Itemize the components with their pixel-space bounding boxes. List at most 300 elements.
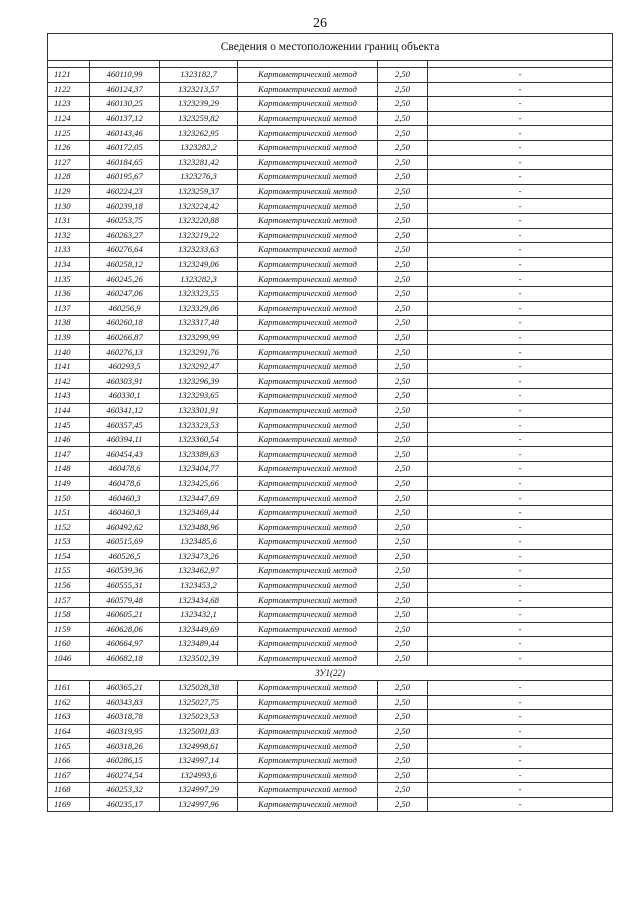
method: Картометрический метод [238, 243, 378, 258]
coord-x: 460526,5 [90, 549, 160, 564]
description: - [428, 768, 613, 783]
accuracy: 2,50 [378, 257, 428, 272]
coord-y: 1323502,39 [160, 651, 238, 666]
accuracy: 2,50 [378, 389, 428, 404]
coord-y: 1323432,1 [160, 607, 238, 622]
accuracy: 2,50 [378, 170, 428, 185]
description: - [428, 432, 613, 447]
description: - [428, 695, 613, 710]
description: - [428, 753, 613, 768]
table-row [48, 578, 613, 593]
table-row [48, 389, 613, 404]
coord-x: 460318,78 [90, 710, 160, 725]
table-row [48, 374, 613, 389]
table-row [48, 403, 613, 418]
point-id: 1164 [48, 724, 90, 739]
point-id: 1169 [48, 797, 90, 812]
description: - [428, 345, 613, 360]
method: Картометрический метод [238, 505, 378, 520]
description: - [428, 710, 613, 725]
accuracy: 2,50 [378, 753, 428, 768]
method: Картометрический метод [238, 695, 378, 710]
method: Картометрический метод [238, 753, 378, 768]
accuracy: 2,50 [378, 403, 428, 418]
coord-y: 1323447,69 [160, 491, 238, 506]
coord-y: 1324993,6 [160, 768, 238, 783]
accuracy: 2,50 [378, 637, 428, 652]
point-id: 1167 [48, 768, 90, 783]
coord-x: 460256,9 [90, 301, 160, 316]
coord-x: 460260,18 [90, 316, 160, 331]
description: - [428, 797, 613, 812]
coord-x: 460341,12 [90, 403, 160, 418]
description: - [428, 111, 613, 126]
table-row [48, 330, 613, 345]
accuracy: 2,50 [378, 505, 428, 520]
coord-x: 460605,21 [90, 607, 160, 622]
method: Картометрический метод [238, 578, 378, 593]
point-id: 1130 [48, 199, 90, 214]
coord-y: 1323462,97 [160, 564, 238, 579]
point-id: 1153 [48, 535, 90, 550]
description: - [428, 330, 613, 345]
coord-y: 1323276,3 [160, 170, 238, 185]
table-row [48, 564, 613, 579]
coord-x: 460460,3 [90, 505, 160, 520]
coord-y: 1324997,14 [160, 753, 238, 768]
accuracy: 2,50 [378, 710, 428, 725]
accuracy: 2,50 [378, 432, 428, 447]
coord-x: 460239,18 [90, 199, 160, 214]
coord-y: 1323453,2 [160, 578, 238, 593]
point-id: 1134 [48, 257, 90, 272]
coord-y: 1323259,37 [160, 184, 238, 199]
table-row [48, 607, 613, 622]
description: - [428, 783, 613, 798]
method: Картометрический метод [238, 622, 378, 637]
point-id: 1168 [48, 783, 90, 798]
accuracy: 2,50 [378, 199, 428, 214]
coord-y: 1323292,47 [160, 359, 238, 374]
boundary-table [47, 33, 613, 812]
coord-x: 460515,69 [90, 535, 160, 550]
table-row [48, 418, 613, 433]
coord-x: 460172,05 [90, 140, 160, 155]
accuracy: 2,50 [378, 140, 428, 155]
table-row [48, 316, 613, 331]
coord-x: 460110,99 [90, 68, 160, 83]
accuracy: 2,50 [378, 286, 428, 301]
coord-y: 1323296,39 [160, 374, 238, 389]
coord-x: 460143,46 [90, 126, 160, 141]
table-row [48, 257, 613, 272]
table-row [48, 724, 613, 739]
method: Картометрический метод [238, 797, 378, 812]
coord-y: 1325028,38 [160, 680, 238, 695]
method: Картометрический метод [238, 637, 378, 652]
accuracy: 2,50 [378, 622, 428, 637]
table-row [48, 170, 613, 185]
coord-y: 1323389,63 [160, 447, 238, 462]
table-row [48, 593, 613, 608]
point-id: 1154 [48, 549, 90, 564]
table-row [48, 286, 613, 301]
description: - [428, 593, 613, 608]
accuracy: 2,50 [378, 184, 428, 199]
coord-y: 1324997,96 [160, 797, 238, 812]
point-id: 1163 [48, 710, 90, 725]
coord-y: 1323489,44 [160, 637, 238, 652]
table-row [48, 68, 613, 83]
description: - [428, 243, 613, 258]
header-spacer-row [48, 61, 613, 68]
table-row [48, 462, 613, 477]
accuracy: 2,50 [378, 272, 428, 287]
table-row [48, 710, 613, 725]
coord-y: 1323317,48 [160, 316, 238, 331]
coord-x: 460628,06 [90, 622, 160, 637]
description: - [428, 82, 613, 97]
point-id: 1158 [48, 607, 90, 622]
method: Картометрический метод [238, 476, 378, 491]
method: Картометрический метод [238, 316, 378, 331]
point-id: 1151 [48, 505, 90, 520]
accuracy: 2,50 [378, 680, 428, 695]
coord-y: 1323259,82 [160, 111, 238, 126]
method: Картометрический метод [238, 345, 378, 360]
coord-x: 460478,6 [90, 476, 160, 491]
table-row [48, 301, 613, 316]
description: - [428, 301, 613, 316]
accuracy: 2,50 [378, 316, 428, 331]
point-id: 1146 [48, 432, 90, 447]
table-row [48, 651, 613, 666]
coord-x: 460224,23 [90, 184, 160, 199]
method: Картометрический метод [238, 126, 378, 141]
method: Картометрический метод [238, 462, 378, 477]
method: Картометрический метод [238, 783, 378, 798]
description: - [428, 651, 613, 666]
coord-x: 460195,67 [90, 170, 160, 185]
coord-y: 1323262,95 [160, 126, 238, 141]
section-row [48, 666, 613, 681]
coord-y: 1323485,6 [160, 535, 238, 550]
method: Картометрический метод [238, 359, 378, 374]
description: - [428, 578, 613, 593]
accuracy: 2,50 [378, 126, 428, 141]
description: - [428, 607, 613, 622]
description: - [428, 97, 613, 112]
coord-x: 460478,6 [90, 462, 160, 477]
accuracy: 2,50 [378, 97, 428, 112]
accuracy: 2,50 [378, 607, 428, 622]
table-row [48, 111, 613, 126]
accuracy: 2,50 [378, 768, 428, 783]
point-id: 1159 [48, 622, 90, 637]
table-row [48, 680, 613, 695]
method: Картометрический метод [238, 68, 378, 83]
point-id: 1157 [48, 593, 90, 608]
method: Картометрический метод [238, 213, 378, 228]
table-row [48, 447, 613, 462]
table-row [48, 155, 613, 170]
coord-x: 460343,83 [90, 695, 160, 710]
point-id: 1140 [48, 345, 90, 360]
method: Картометрический метод [238, 228, 378, 243]
method: Картометрический метод [238, 680, 378, 695]
coord-x: 460266,87 [90, 330, 160, 345]
method: Картометрический метод [238, 520, 378, 535]
description: - [428, 739, 613, 754]
point-id: 1129 [48, 184, 90, 199]
description: - [428, 462, 613, 477]
coord-y: 1323449,69 [160, 622, 238, 637]
table-title-row [48, 34, 613, 61]
point-id: 1132 [48, 228, 90, 243]
coord-x: 460492,62 [90, 520, 160, 535]
method: Картометрический метод [238, 447, 378, 462]
table-row [48, 126, 613, 141]
table-title: Сведения о местоположении границ объекта [48, 34, 613, 61]
coord-y: 1323220,88 [160, 213, 238, 228]
point-id: 1166 [48, 753, 90, 768]
coord-y: 1323249,06 [160, 257, 238, 272]
table-row [48, 535, 613, 550]
description: - [428, 418, 613, 433]
point-id: 1139 [48, 330, 90, 345]
accuracy: 2,50 [378, 301, 428, 316]
description: - [428, 520, 613, 535]
accuracy: 2,50 [378, 491, 428, 506]
point-id: 1121 [48, 68, 90, 83]
coord-x: 460293,5 [90, 359, 160, 374]
table-row [48, 272, 613, 287]
coord-x: 460276,64 [90, 243, 160, 258]
method: Картометрический метод [238, 593, 378, 608]
coord-x: 460319,95 [90, 724, 160, 739]
description: - [428, 403, 613, 418]
coord-y: 1323213,57 [160, 82, 238, 97]
description: - [428, 637, 613, 652]
section-label: ЗУ1(22) [48, 666, 613, 681]
point-id: 1147 [48, 447, 90, 462]
point-id: 1141 [48, 359, 90, 374]
table-row [48, 520, 613, 535]
coord-y: 1323404,77 [160, 462, 238, 477]
point-id: 1135 [48, 272, 90, 287]
point-id: 1122 [48, 82, 90, 97]
point-id: 1125 [48, 126, 90, 141]
method: Картометрический метод [238, 97, 378, 112]
coord-y: 1323224,42 [160, 199, 238, 214]
coord-x: 460245,26 [90, 272, 160, 287]
accuracy: 2,50 [378, 82, 428, 97]
table-row [48, 549, 613, 564]
accuracy: 2,50 [378, 739, 428, 754]
table-row [48, 243, 613, 258]
description: - [428, 140, 613, 155]
accuracy: 2,50 [378, 462, 428, 477]
coord-y: 1323323,55 [160, 286, 238, 301]
method: Картометрический метод [238, 724, 378, 739]
accuracy: 2,50 [378, 724, 428, 739]
accuracy: 2,50 [378, 243, 428, 258]
coord-x: 460357,45 [90, 418, 160, 433]
point-id: 1046 [48, 651, 90, 666]
coord-y: 1323425,66 [160, 476, 238, 491]
coord-x: 460130,25 [90, 97, 160, 112]
method: Картометрический метод [238, 739, 378, 754]
description: - [428, 155, 613, 170]
coord-x: 460303,91 [90, 374, 160, 389]
coord-y: 1323282,2 [160, 140, 238, 155]
point-id: 1155 [48, 564, 90, 579]
coord-x: 460579,48 [90, 593, 160, 608]
method: Картометрический метод [238, 768, 378, 783]
description: - [428, 622, 613, 637]
table-row [48, 637, 613, 652]
point-id: 1136 [48, 286, 90, 301]
coord-y: 1325001,83 [160, 724, 238, 739]
accuracy: 2,50 [378, 68, 428, 83]
point-id: 1165 [48, 739, 90, 754]
accuracy: 2,50 [378, 155, 428, 170]
page-number: 26 [313, 16, 327, 31]
coord-x: 460286,15 [90, 753, 160, 768]
table-row [48, 476, 613, 491]
method: Картометрический метод [238, 199, 378, 214]
method: Картометрический метод [238, 330, 378, 345]
coord-y: 1323360,54 [160, 432, 238, 447]
description: - [428, 286, 613, 301]
coord-y: 1324998,61 [160, 739, 238, 754]
coord-y: 1323299,99 [160, 330, 238, 345]
accuracy: 2,50 [378, 359, 428, 374]
point-id: 1156 [48, 578, 90, 593]
coord-x: 460137,12 [90, 111, 160, 126]
accuracy: 2,50 [378, 520, 428, 535]
description: - [428, 491, 613, 506]
accuracy: 2,50 [378, 213, 428, 228]
point-id: 1138 [48, 316, 90, 331]
coord-y: 1323469,44 [160, 505, 238, 520]
accuracy: 2,50 [378, 111, 428, 126]
point-id: 1137 [48, 301, 90, 316]
coord-x: 460274,54 [90, 768, 160, 783]
method: Картометрический метод [238, 418, 378, 433]
point-id: 1131 [48, 213, 90, 228]
point-id: 1148 [48, 462, 90, 477]
table-row [48, 359, 613, 374]
coord-y: 1323233,63 [160, 243, 238, 258]
method: Картометрический метод [238, 272, 378, 287]
coord-y: 1325027,75 [160, 695, 238, 710]
coord-x: 460253,75 [90, 213, 160, 228]
table-row [48, 82, 613, 97]
coord-y: 1323323,53 [160, 418, 238, 433]
method: Картометрический метод [238, 374, 378, 389]
table-row [48, 345, 613, 360]
description: - [428, 68, 613, 83]
method: Картометрический метод [238, 82, 378, 97]
coord-x: 460263,27 [90, 228, 160, 243]
point-id: 1160 [48, 637, 90, 652]
table-row [48, 783, 613, 798]
table-row [48, 140, 613, 155]
coord-y: 1323301,91 [160, 403, 238, 418]
coord-x: 460276,13 [90, 345, 160, 360]
method: Картометрический метод [238, 111, 378, 126]
point-id: 1149 [48, 476, 90, 491]
table-row [48, 753, 613, 768]
coord-y: 1323291,76 [160, 345, 238, 360]
description: - [428, 316, 613, 331]
coord-y: 1323434,68 [160, 593, 238, 608]
point-id: 1127 [48, 155, 90, 170]
accuracy: 2,50 [378, 651, 428, 666]
coord-x: 460318,26 [90, 739, 160, 754]
description: - [428, 272, 613, 287]
method: Картометрический метод [238, 184, 378, 199]
coord-x: 460539,36 [90, 564, 160, 579]
coord-x: 460682,18 [90, 651, 160, 666]
method: Картометрический метод [238, 170, 378, 185]
method: Картометрический метод [238, 549, 378, 564]
coord-y: 1324997,29 [160, 783, 238, 798]
description: - [428, 126, 613, 141]
coord-x: 460184,65 [90, 155, 160, 170]
coord-x: 460365,21 [90, 680, 160, 695]
point-id: 1144 [48, 403, 90, 418]
coord-x: 460664,97 [90, 637, 160, 652]
coord-x: 460555,31 [90, 578, 160, 593]
point-id: 1124 [48, 111, 90, 126]
point-id: 1142 [48, 374, 90, 389]
method: Картометрический метод [238, 155, 378, 170]
description: - [428, 359, 613, 374]
accuracy: 2,50 [378, 783, 428, 798]
coord-x: 460247,06 [90, 286, 160, 301]
coord-x: 460235,17 [90, 797, 160, 812]
coord-x: 460454,43 [90, 447, 160, 462]
description: - [428, 447, 613, 462]
method: Картометрический метод [238, 389, 378, 404]
table-row [48, 432, 613, 447]
description: - [428, 564, 613, 579]
point-id: 1152 [48, 520, 90, 535]
method: Картометрический метод [238, 651, 378, 666]
method: Картометрический метод [238, 432, 378, 447]
description: - [428, 374, 613, 389]
table-row [48, 505, 613, 520]
method: Картометрический метод [238, 710, 378, 725]
accuracy: 2,50 [378, 695, 428, 710]
table-row [48, 797, 613, 812]
coord-y: 1323182,7 [160, 68, 238, 83]
point-id: 1143 [48, 389, 90, 404]
method: Картометрический метод [238, 535, 378, 550]
coord-y: 1323219,22 [160, 228, 238, 243]
description: - [428, 505, 613, 520]
table-row [48, 228, 613, 243]
description: - [428, 213, 613, 228]
accuracy: 2,50 [378, 593, 428, 608]
coord-y: 1323239,29 [160, 97, 238, 112]
accuracy: 2,50 [378, 374, 428, 389]
point-id: 1161 [48, 680, 90, 695]
point-id: 1128 [48, 170, 90, 185]
accuracy: 2,50 [378, 476, 428, 491]
